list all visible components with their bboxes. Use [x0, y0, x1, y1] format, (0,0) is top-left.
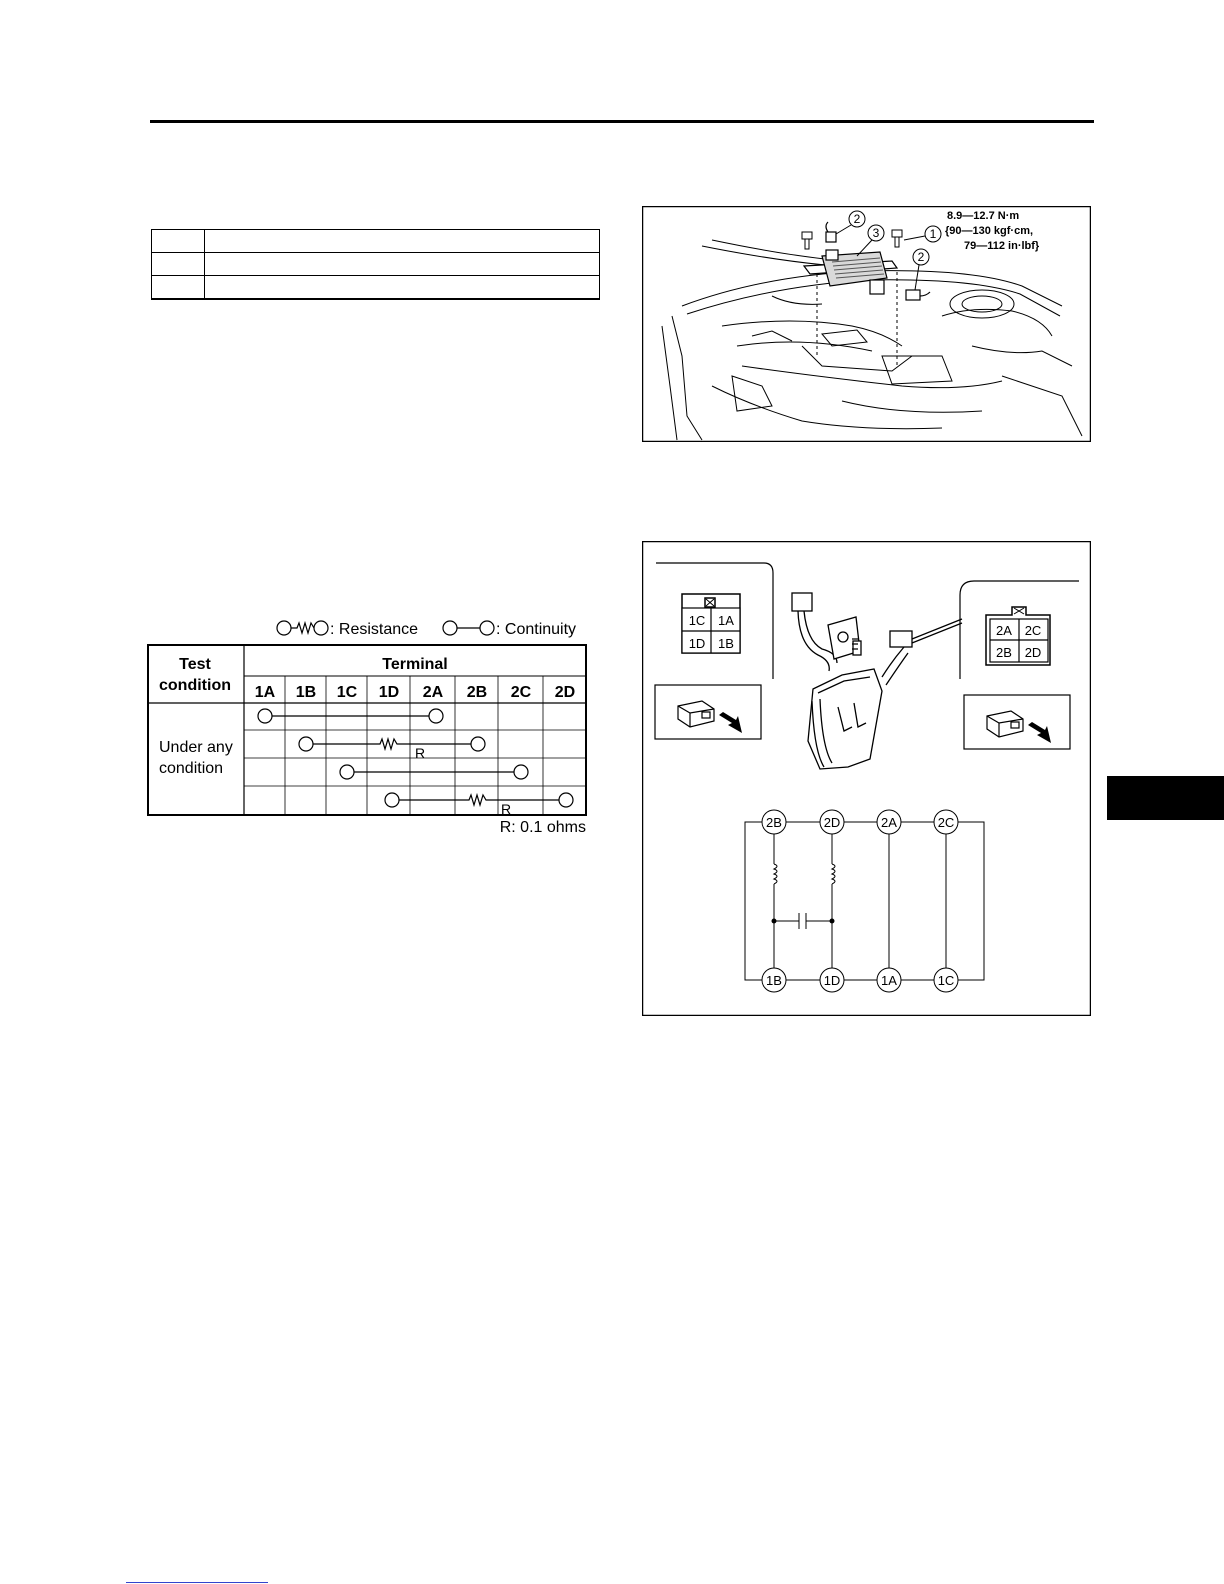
- resistance-1b-2b: [299, 737, 485, 751]
- r-label-row4: R: [501, 801, 512, 817]
- table-row: [152, 253, 600, 276]
- section-tab: [1107, 776, 1224, 820]
- torque-line-2: {90—130 kgf·cm,: [945, 225, 1034, 237]
- node-2c: 2C: [937, 815, 955, 830]
- table-row: [152, 230, 600, 253]
- header-rule: [150, 120, 1094, 123]
- node-2a: 2A: [881, 815, 897, 830]
- callout-2a: 2: [853, 212, 861, 226]
- pin-2b: 2B: [996, 645, 1012, 660]
- terminal-1d: 1D: [378, 684, 400, 701]
- header-condition: condition: [159, 677, 231, 694]
- terminal-2a: 2A: [422, 684, 444, 701]
- terminal-2d: 2D: [554, 684, 576, 701]
- node-2b: 2B: [766, 815, 782, 830]
- callout-1: 1: [929, 227, 937, 241]
- torque-line-3: 79—112 in·lbf}: [964, 240, 1040, 252]
- installation-drawing: [642, 206, 1091, 442]
- pin-2c: 2C: [1024, 623, 1042, 638]
- condition-line-2: condition: [159, 760, 224, 777]
- pin-1d: 1D: [688, 636, 706, 651]
- torque-line-1: 8.9—12.7 N·m: [947, 210, 1020, 222]
- node-1d: 1D: [823, 973, 841, 988]
- installation-figure: [642, 206, 1091, 442]
- legend-continuity: : Continuity: [496, 621, 577, 638]
- terminal-1b: 1B: [295, 684, 317, 701]
- node-1b: 1B: [766, 973, 782, 988]
- continuity-1c-2c: [340, 765, 528, 779]
- table-row: [152, 276, 600, 300]
- header-test: Test: [179, 656, 211, 673]
- connector-drawing: [642, 541, 1091, 1016]
- terminal-2c: 2C: [510, 684, 532, 701]
- header-terminal: Terminal: [382, 656, 448, 673]
- parts-table: [151, 229, 600, 300]
- pin-1c: 1C: [688, 613, 706, 628]
- terminal-1c: 1C: [336, 684, 358, 701]
- terminal-1a: 1A: [254, 684, 276, 701]
- resistance-1d-2d: [385, 793, 573, 807]
- legend-resistance: : Resistance: [330, 621, 419, 638]
- node-1c: 1C: [937, 973, 955, 988]
- r-label-row2: R: [415, 745, 426, 761]
- node-1a: 1A: [881, 973, 897, 988]
- footer-link-underline: [126, 1582, 268, 1583]
- pin-1a: 1A: [718, 613, 734, 628]
- node-2d: 2D: [823, 815, 841, 830]
- inspection-chart: [147, 612, 592, 838]
- resistance-footnote: R: 0.1 ohms: [499, 819, 586, 836]
- pin-2d: 2D: [1024, 645, 1042, 660]
- callout-3: 3: [872, 226, 880, 240]
- callout-2b: 2: [917, 250, 925, 264]
- pin-2a: 2A: [996, 623, 1012, 638]
- pin-1b: 1B: [718, 636, 734, 651]
- continuity-1a-2a: [258, 709, 443, 723]
- connector-figure: [642, 541, 1091, 1016]
- terminal-2b: 2B: [466, 684, 488, 701]
- condition-line-1: Under any: [159, 739, 233, 756]
- inspection-chart-drawing: [147, 612, 592, 838]
